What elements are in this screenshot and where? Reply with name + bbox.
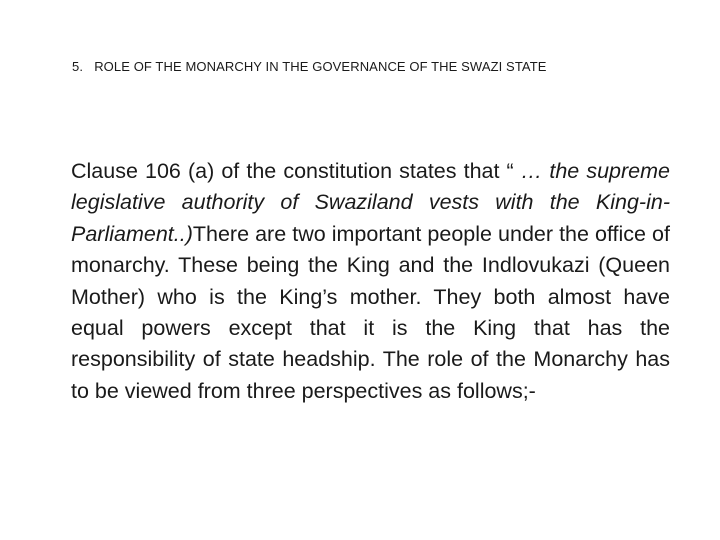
section-title: ROLE OF THE MONARCHY IN THE GOVERNANCE OF THE SWAZI STATE [94,59,547,74]
paragraph-rest: There are two important people under the office of monarchy. These being the King and the Indlovukazi (Queen Mother) who is the King’s mother. They both almost have equal powers except that it is the King that has the responsibility of state headship. The role of the Monarchy has to be viewed from three perspectives as follows;- [71,221,670,403]
paragraph-intro: Clause 106 (a) of the constitution states that “ [71,159,521,183]
constitution-quote: … the supreme legislative authority of Swaziland vests with the King-in-Parliament..) [71,159,671,246]
section-number: 5. [72,59,84,74]
body-paragraph [71,156,670,407]
section-heading [72,58,672,76]
